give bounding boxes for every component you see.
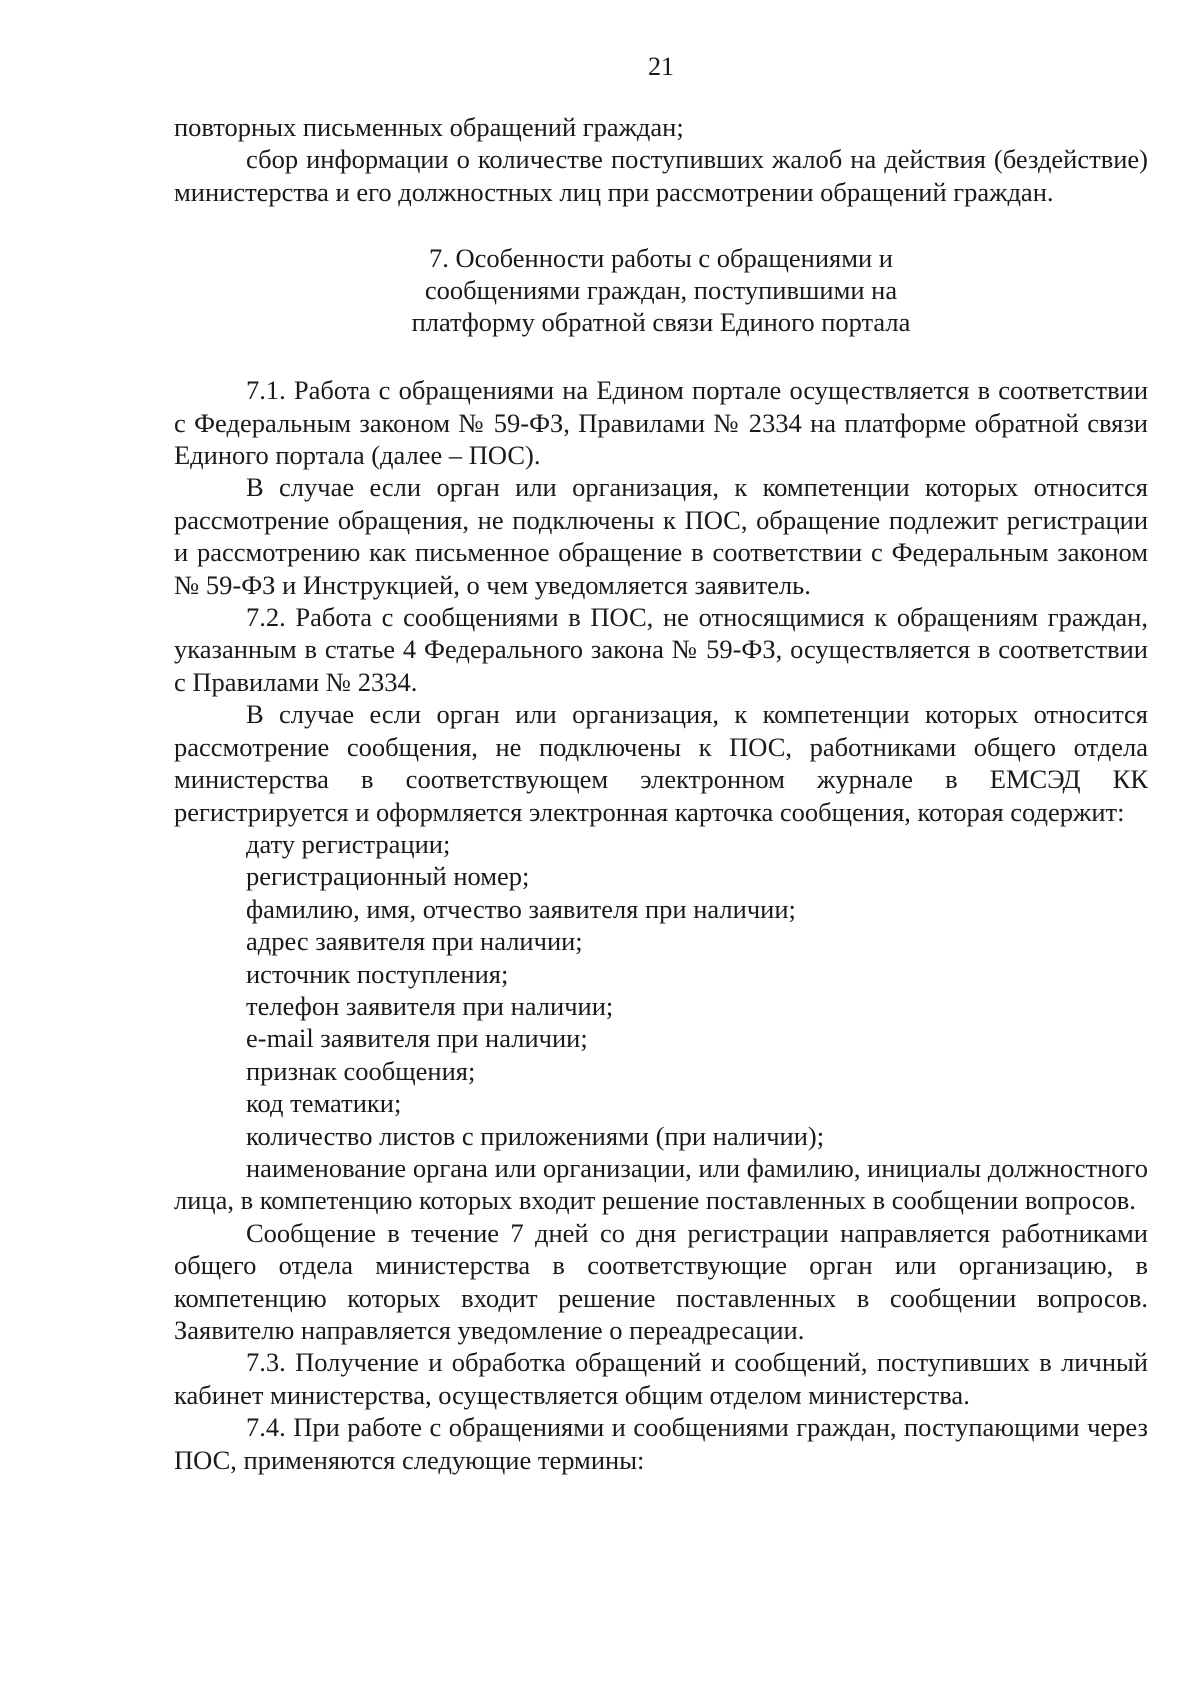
paragraph-7-2: 7.2. Работа с сообщениями в ПОС, не относящимися к обращениям граждан, указанным в статье 4 Федерального закона № 59-ФЗ, осуществляется в соответствии с Правилами № 2334. bbox=[174, 602, 1148, 697]
list-item: регистрационный номер; bbox=[246, 861, 530, 892]
paragraph-7-4: 7.4. При работе с обращениями и сообщениями граждан, поступающими через ПОС, применяются следующие термины: bbox=[174, 1412, 1148, 1475]
section-heading bbox=[174, 242, 1148, 338]
paragraph-forwarding: Сообщение в течение 7 дней со дня регистрации направляется работниками общего отдела министерства в соответствующие орган или организацию, в компетенцию которых входит решение поставленных в сообщении вопросов. Заявителю направляется уведомление о переадресации. bbox=[174, 1217, 1148, 1345]
paragraph-complaints-info: сбор информации о количестве поступивших жалоб на действия (бездействие) министерства и его должностных лиц при рассмотрении обращений граждан. bbox=[174, 144, 1148, 207]
page-number: 21 bbox=[648, 52, 674, 81]
paragraph-not-connected-message: В случае если орган или организация, к компетенции которых относится рассмотрение сообщения, не подключены к ПОС, работниками общего отдела министерства в соответствующем электронном журнале в ЕМСЭД КК регистрируется и оформляется электронная карточка сообщения, которая содержит: bbox=[174, 699, 1148, 827]
section-heading-line: платформу обратной связи Единого портала bbox=[411, 307, 911, 338]
section-heading-line: сообщениями граждан, поступившими на bbox=[424, 275, 898, 306]
list-item: дату регистрации; bbox=[246, 828, 451, 859]
paragraph-continuation: повторных письменных обращений граждан; bbox=[174, 112, 684, 142]
paragraph-7-3: 7.3. Получение и обработка обращений и сообщений, поступивших в личный кабинет министерства, осуществляется общим отделом министерства. bbox=[174, 1347, 1148, 1410]
list-item: источник поступления; bbox=[246, 958, 509, 989]
section-heading-line: 7. Особенности работы с обращениями и bbox=[429, 243, 893, 274]
list-item: адрес заявителя при наличии; bbox=[246, 926, 583, 957]
list-item: телефон заявителя при наличии; bbox=[246, 990, 614, 1021]
list-item: e-mail заявителя при наличии; bbox=[246, 1023, 588, 1054]
list-item: количество листов с приложениями (при наличии); bbox=[246, 1120, 825, 1151]
paragraph-authority-name: наименование органа или организации, или фамилию, инициалы должностного лица, в компетенцию которых входит решение поставленных в сообщении вопросов. bbox=[174, 1152, 1148, 1216]
list-item: фамилию, имя, отчество заявителя при наличии; bbox=[246, 893, 796, 924]
list-item: признак сообщения; bbox=[246, 1055, 476, 1086]
document-body bbox=[174, 111, 1148, 1476]
paragraph-7-1: 7.1. Работа с обращениями на Едином портале осуществляется в соответствии с Федеральным законом № 59-ФЗ, Правилами № 2334 на платформе обратной связи Единого портала (далее – ПОС). bbox=[174, 375, 1148, 471]
list-item: код тематики; bbox=[246, 1088, 402, 1119]
paragraph-not-connected-appeal: В случае если орган или организация, к компетенции которых относится рассмотрение обращения, не подключены к ПОС, обращение подлежит регистрации и рассмотрению как письменное обращение в соответствии с Федеральным законом № 59-ФЗ и Инструкцией, о чем уведомляется заявитель. bbox=[174, 472, 1148, 600]
